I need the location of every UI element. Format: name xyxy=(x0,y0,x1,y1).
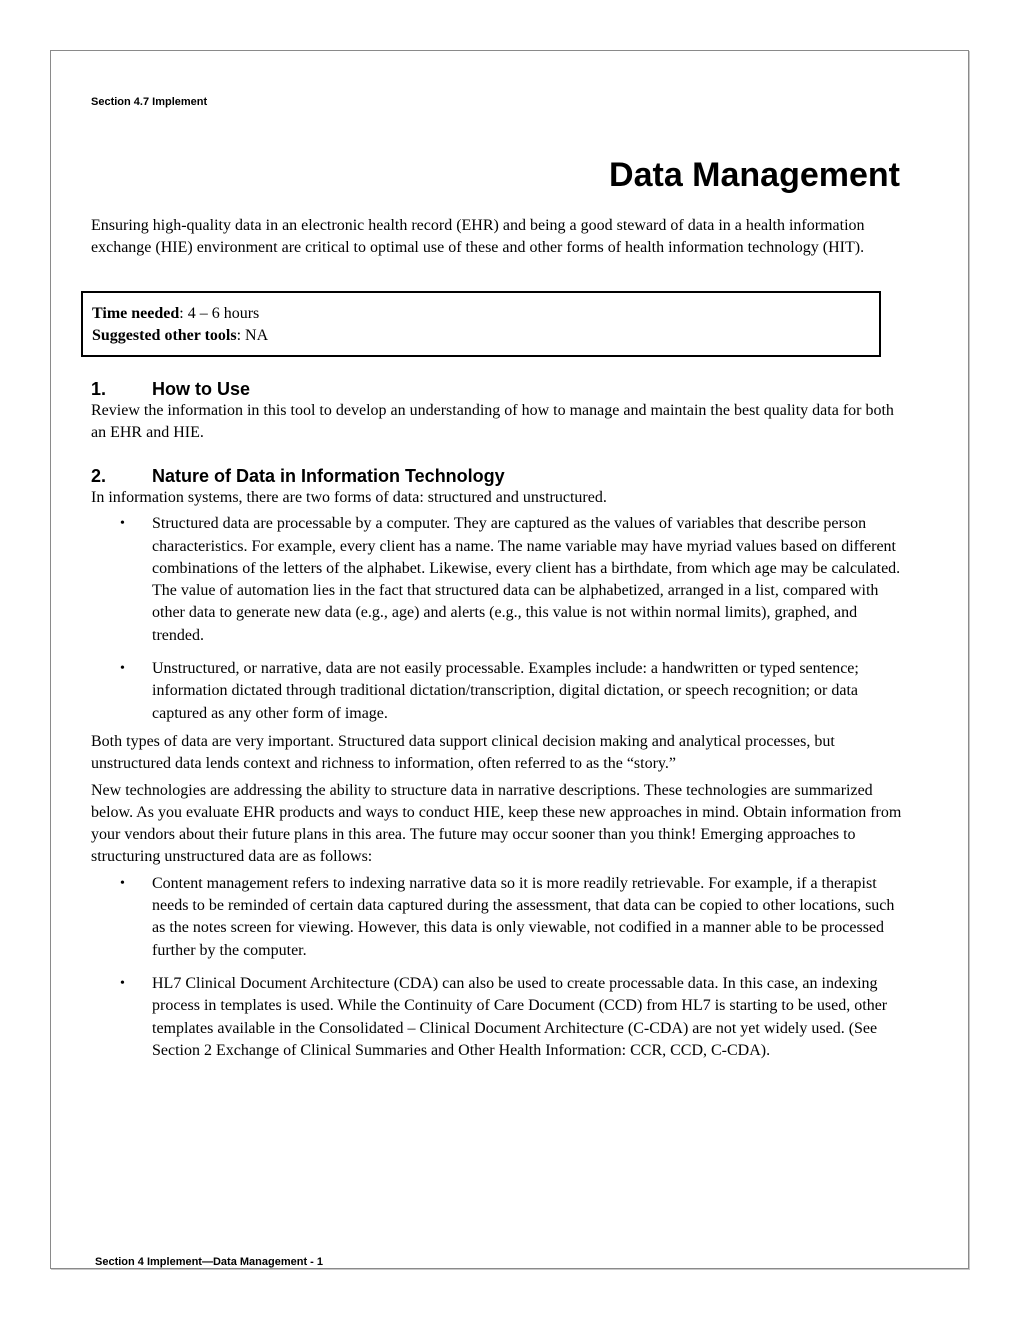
bullet-icon: • xyxy=(120,975,125,991)
list-item xyxy=(91,873,903,962)
section-body: In information systems, there are two forms of data: structured and unstructured. xyxy=(91,489,607,506)
list-item xyxy=(91,973,903,1062)
list-item-text: Content management refers to indexing narrative data so it is more readily retrievable. For example, if a therapist needs to be reminded of certain data captured during the assessment, that data can be copied to other locations, such as the notes screen for viewing. However, this data is only viewable, not codified in a manner able to be processed further by the computer. xyxy=(152,874,895,959)
section-number: 2. xyxy=(91,466,107,486)
section-number: 1. xyxy=(91,379,107,399)
section-body: Review the information in this tool to develop an understanding of how to manage and maintain the best quality data for both an EHR and HIE. xyxy=(91,402,894,442)
page-title: Data Management xyxy=(609,156,900,194)
list-item-text: Unstructured, or narrative, data are not easily processable. Examples include: a handwritten or typed sentence; information dictated through traditional dictation/transcription, digital dictation, or speech recognition; or data captured as any other form of image. xyxy=(152,660,859,722)
section-heading xyxy=(91,378,903,400)
info-box xyxy=(81,291,881,357)
time-needed-value: : 4 – 6 hours xyxy=(179,305,260,322)
time-needed-label: Time needed xyxy=(92,305,180,322)
page-footer: Section 4 Implement—Data Management - 1 xyxy=(95,1256,323,1268)
section-header-label: Section 4.7 Implement xyxy=(91,96,208,108)
list-item-text: Structured data are processable by a computer. They are captured as the values of variables that describe person characteristics. For example, every client has a name. The name variable may have myriad values based on different combinations of the letters of the alphabet. Likewise, every client has a birthdate, from which age may be calculated. The value of automation lies in the fact that structured data can be alphabetized, arranged in a list, compared with other data to generate new data (e.g., age) and alerts (e.g., this value is not within normal limits), graphed, and trended. xyxy=(152,515,901,644)
section-title: How to Use xyxy=(152,379,251,399)
section-heading xyxy=(91,465,903,487)
intro-block xyxy=(91,215,903,268)
time-needed-line xyxy=(92,303,879,325)
data-types-list xyxy=(91,513,903,725)
list-item-text: HL7 Clinical Document Architecture (CDA) can also be used to create processable data. In this case, an indexing process in templates is used. While the Continuity of Care Document (CCD) from HL7 is starting to be used, other templates available in the Consolidated – Clinical Document Architecture (C-CDA) are not yet widely used. (See Section 2 Exchange of Clinical Summaries and Other Health Information: CCR, CCD, C-CDA). xyxy=(152,974,888,1059)
list-item xyxy=(91,658,903,725)
other-tools-label: Suggested other tools xyxy=(92,327,237,344)
bullet-icon: • xyxy=(120,661,125,677)
bullet-icon: • xyxy=(120,875,125,891)
list-item xyxy=(91,513,903,647)
section-how-to-use xyxy=(91,378,903,445)
section-nature-of-data xyxy=(91,465,903,1068)
section-title: Nature of Data in Information Technology xyxy=(152,466,505,486)
paragraph: New technologies are addressing the ability to structure data in narrative descriptions. These technologies are summarized below. As you evaluate EHR products and ways to conduct HIE, keep these new approaches in mind. Obtain information from your vendors about their future plans in this area. The future may occur sooner than you think! Emerging approaches to structuring unstructured data are as follows: xyxy=(91,781,902,866)
intro-paragraph: Ensuring high-quality data in an electronic health record (EHR) and being a good steward of data in a health information exchange (HIE) environment are critical to optimal use of these and other forms of health information technology (HIT). xyxy=(91,217,865,257)
other-tools-line xyxy=(92,325,879,347)
paragraph: Both types of data are very important. Structured data support clinical decision making and analytical processes, but unstructured data lends context and richness to information, often referred to as the “story.” xyxy=(91,732,835,773)
other-tools-value: : NA xyxy=(236,327,269,344)
emerging-approaches-list xyxy=(91,873,903,1062)
bullet-icon: • xyxy=(120,516,125,532)
